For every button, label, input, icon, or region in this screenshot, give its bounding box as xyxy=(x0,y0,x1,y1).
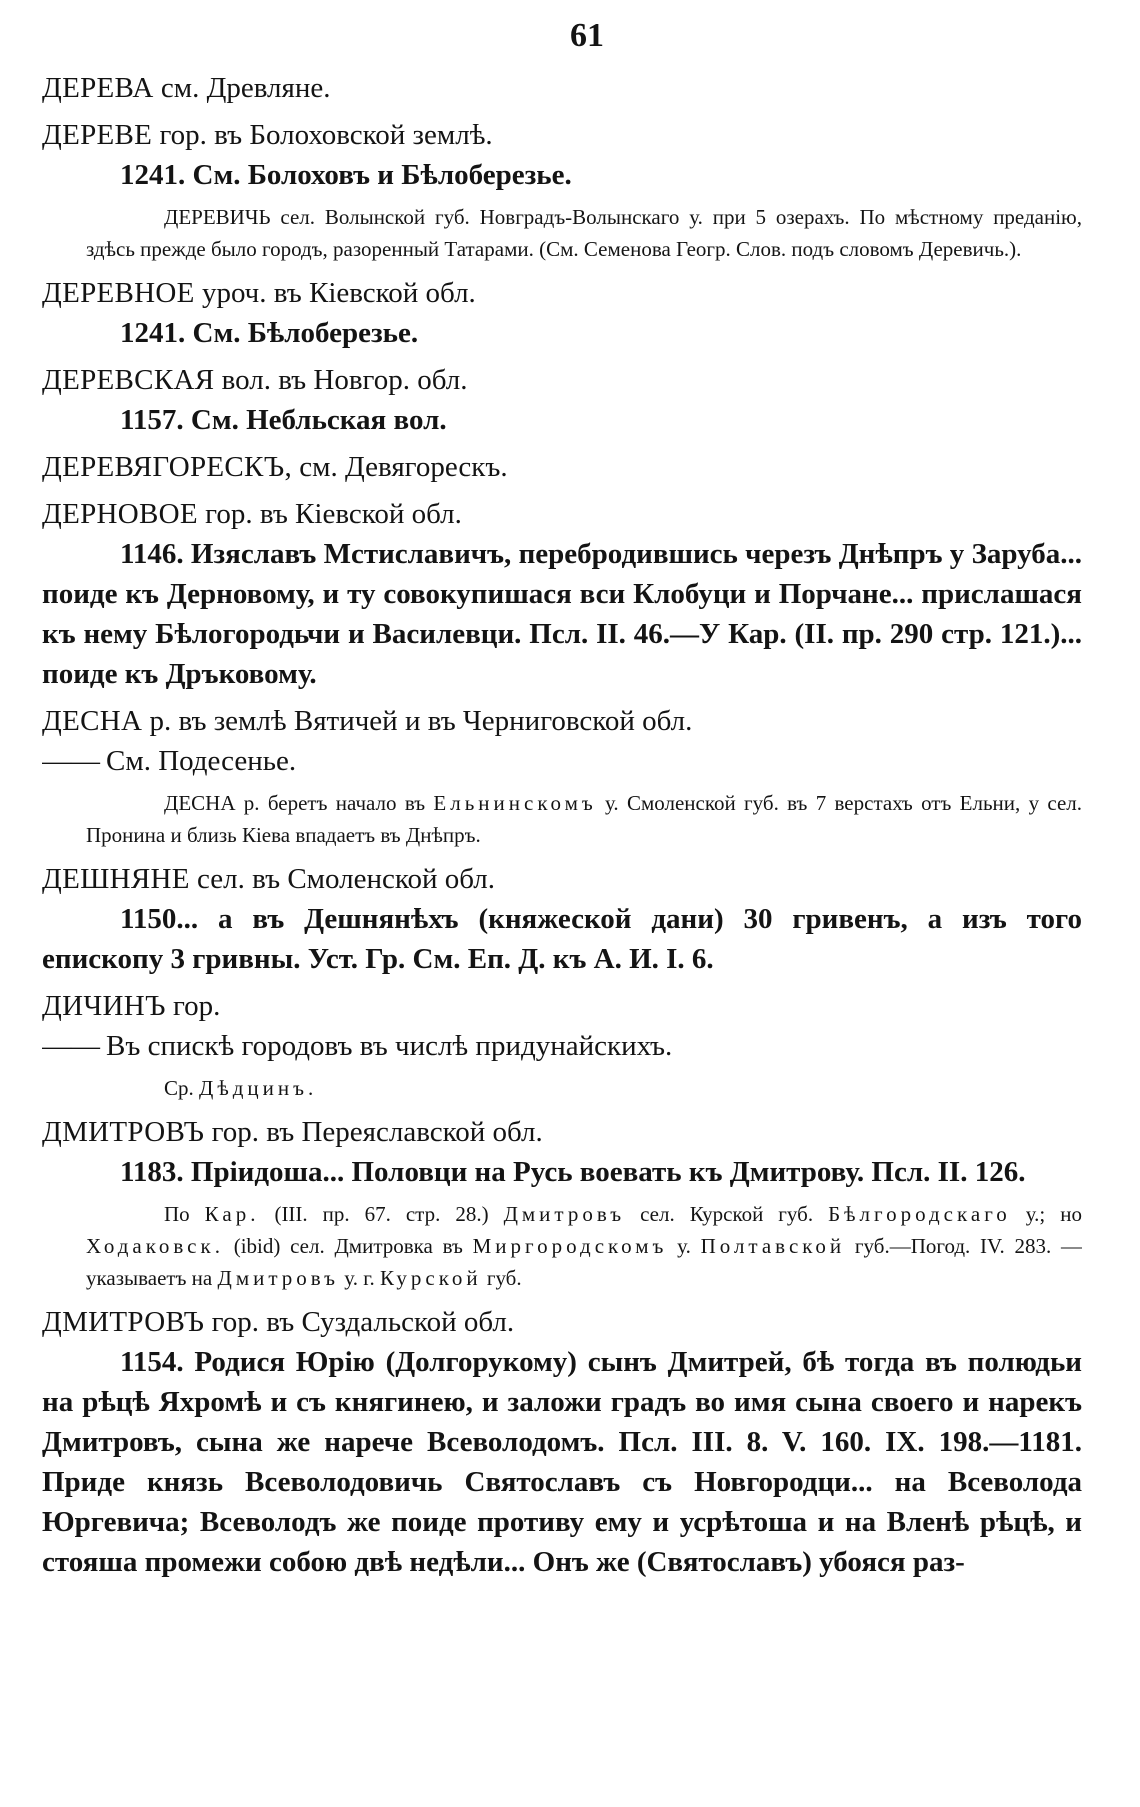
entry-description: гор. въ Болоховской землѣ. xyxy=(152,119,493,151)
headword: ДЕРЕВЯГОРЕСКЪ, xyxy=(42,451,293,483)
headword: ДИЧИНЪ xyxy=(42,990,166,1022)
dictionary-entry-desna xyxy=(42,701,1082,741)
entry-description: см. Древляне. xyxy=(153,72,331,104)
note-text: ДЕСНА р. беретъ начало въ xyxy=(164,791,434,815)
note-spaced-text: Дмитровъ xyxy=(217,1266,340,1290)
entry-description: р. въ землѣ Вятичей и въ Черниговской обл. xyxy=(142,705,693,737)
dictionary-entry-dmitrov-suzdal xyxy=(42,1302,1082,1342)
citation: 1241. См. Болоховъ и Бѣлоберезье. xyxy=(120,159,572,191)
page-number: 61 xyxy=(570,17,604,54)
entry-description: см. Девягорескъ. xyxy=(292,451,508,483)
footnote xyxy=(42,1072,1082,1104)
headword: ДМИТРОВЪ xyxy=(42,1116,205,1148)
note-text: у. xyxy=(667,1234,701,1258)
note-spaced-text: Дмитровъ xyxy=(503,1202,626,1226)
headword: ДЕРНОВОЕ xyxy=(42,498,198,530)
footnote xyxy=(42,787,1082,851)
entry-description: вол. въ Новгор. обл. xyxy=(214,364,468,396)
dictionary-entry-dernovoe xyxy=(42,494,1082,534)
note-spaced-text: Курской xyxy=(379,1266,482,1290)
citation: 1241. См. Бѣлоберезье. xyxy=(120,317,419,349)
headword: ДЕРЕВЕ xyxy=(42,119,153,151)
note-text: (ibid) сел. Дмитровка въ xyxy=(223,1234,473,1258)
note-spaced-text: Миргородскомъ xyxy=(472,1234,668,1258)
citation: 1150... а въ Дешнянѣхъ (княжеской дани) 30 гривенъ, а изъ того епископу 3 гривны. Уст. Гр. См. Еп. Д. къ А. И. I. 6. xyxy=(42,903,1082,975)
note-text: сел. Курской губ. xyxy=(625,1202,829,1226)
note-text: губ.—Погод. IV. 283. — указываетъ на xyxy=(86,1234,1082,1290)
entry-description: гор. xyxy=(165,990,221,1022)
dictionary-entry-dereve xyxy=(42,115,1082,155)
note-text: у. г. xyxy=(339,1266,380,1290)
note-text: у. Смоленской губ. въ 7 верстахъ отъ Ельни, у сел. Пронина и близь Кіева впадаетъ въ Днѣпръ. xyxy=(86,791,1082,847)
citation: 1154. Родися Юрію (Долгорукому) сынъ Дмитрей, бѣ тогда въ полюдьи на рѣцѣ Яхромѣ и съ княгинею, и заложи градъ во имя сына своего и нарекъ Дмитровъ, сына же нарече Всеволодомъ. Псл. III. 8. V. 160. IX. 198.—1181. Приде князь Всеволодовичь Святославъ съ Новгородци... на Всеволода Юргевича; Всеволодъ же поиде противу ему и усрѣтоша и на Вленѣ рѣцѣ, и стояша промежи собою двѣ недѣли... Онъ же (Святославъ) убояся раз- xyxy=(42,1346,1082,1578)
dash-citation xyxy=(42,741,1082,781)
note-text: (III. пр. 67. стр. 28.) xyxy=(259,1202,504,1226)
footnote xyxy=(42,1198,1082,1294)
dash-mark: —— xyxy=(42,1030,100,1062)
headword: ДЕРЕВНОЕ xyxy=(42,277,195,309)
headword: ДЕРЕВА xyxy=(42,72,154,104)
citation: 1146. Изяславъ Мстиславичъ, перебродившись черезъ Днѣпръ у Заруба... поиде къ Дерновому, и ту совокупишася вси Клобуци и Порчане... прислашася къ нему Бѣлогородьчи и Василевци. Псл. II. 46.—У Кар. (II. пр. 290 стр. 121.)... поиде къ Дръковому. xyxy=(42,538,1082,690)
dictionary-entry-derevnoe xyxy=(42,273,1082,313)
citation: 1157. См. Небльская вол. xyxy=(120,404,447,436)
note-spaced-text: Кар. xyxy=(204,1202,260,1226)
headword: ДЕРЕВСКАЯ xyxy=(42,364,215,396)
note-spaced-text: Полтавской xyxy=(700,1234,846,1258)
note-text: По xyxy=(164,1202,205,1226)
note-spaced-text: Дѣдцинъ xyxy=(199,1076,309,1100)
citation-text: Въ спискѣ городовъ въ числѣ придунайскихъ. xyxy=(106,1030,673,1062)
note-text: Ср. xyxy=(164,1076,200,1100)
entry-description: сел. въ Смоленской обл. xyxy=(189,863,496,895)
citation: 1183. Пріидоша... Половци на Русь воевать къ Дмитрову. Псл. II. 126. xyxy=(120,1156,1026,1188)
dictionary-entry-deshnyane xyxy=(42,859,1082,899)
entry-description: уроч. въ Кіевской обл. xyxy=(194,277,476,309)
note-spaced-text: Ходаковск. xyxy=(86,1234,224,1258)
dash-citation xyxy=(42,1026,1082,1066)
note-spaced-text: Бѣлгородскаго xyxy=(828,1202,1011,1226)
headword: ДЕШНЯНЕ xyxy=(42,863,190,895)
entry-description: гор. въ Кіевской обл. xyxy=(197,498,462,530)
footnote: ДЕРЕВИЧЬ сел. Волынской губ. Новградъ-Волынскаго у. при 5 озерахъ. По мѣстному преданію, здѣсь прежде было городъ, разоренный Татарами. (См. Семенова Геогр. Слов. подъ словомъ Деревичь.). xyxy=(86,205,1082,261)
dictionary-page xyxy=(42,14,1082,1794)
dictionary-entry-dmitrov-pereyaslav xyxy=(42,1112,1082,1152)
dictionary-entry-derevyagoresk xyxy=(42,447,1082,487)
dictionary-entry-derevskaya xyxy=(42,360,1082,400)
note-text: губ. xyxy=(481,1266,522,1290)
dictionary-entry-dichin xyxy=(42,986,1082,1026)
dash-mark: —— xyxy=(42,745,100,777)
citation-text: См. Подесенье. xyxy=(106,745,297,777)
note-spaced-text: Ельнинскомъ xyxy=(433,791,597,815)
entry-description: гор. въ Переяславской обл. xyxy=(204,1116,543,1148)
note-text: . xyxy=(308,1076,314,1100)
headword: ДЕСНА xyxy=(42,705,143,737)
dictionary-entry-dereva xyxy=(42,68,1082,108)
headword: ДМИТРОВЪ xyxy=(42,1306,205,1338)
entry-description: гор. въ Суздальской обл. xyxy=(204,1306,515,1338)
note-text: у.; но xyxy=(1010,1202,1082,1226)
